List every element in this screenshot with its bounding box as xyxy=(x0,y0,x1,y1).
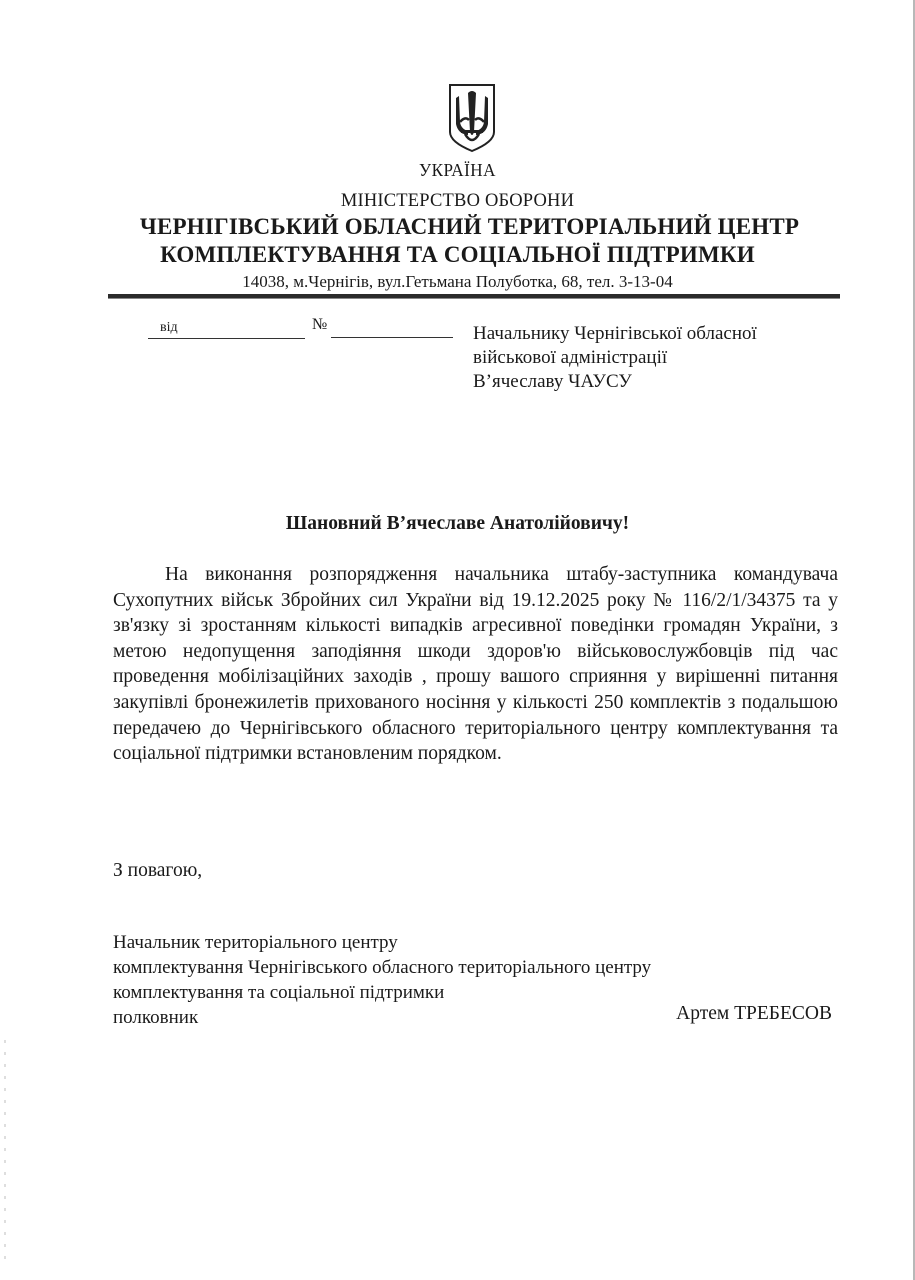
addressee-line: військової адміністрації xyxy=(473,347,668,368)
letterhead-divider xyxy=(108,294,840,299)
trident-coat-of-arms-icon xyxy=(447,82,497,154)
signatory-title-line: Начальник територіального центру xyxy=(113,932,398,953)
reference-date-field xyxy=(148,318,305,339)
organization-name-line2: КОМПЛЕКТУВАННЯ ТА СОЦІАЛЬНОЇ ПІДТРИМКИ xyxy=(160,242,755,267)
scan-artifact xyxy=(4,1040,6,1260)
ministry-heading: МІНІСТЕРСТВО ОБОРОНИ xyxy=(340,191,575,211)
addressee-line: В’ячеславу ЧАУСУ xyxy=(473,371,632,392)
signatory-name: Артем ТРЕБЕСОВ xyxy=(676,1003,832,1024)
organization-name-line1: ЧЕРНІГІВСЬКИЙ ОБЛАСНИЙ ТЕРИТОРІАЛЬНИЙ ЦЕНТР xyxy=(139,214,800,239)
signatory-title-line: комплектування Чернігівського обласного територіального центру xyxy=(113,957,652,978)
reference-number-field xyxy=(331,337,453,338)
addressee-block xyxy=(473,322,757,394)
reference-from-label: від xyxy=(160,320,178,335)
addressee-line: Начальнику Чернігівської обласної xyxy=(473,323,757,344)
closing: З повагою, xyxy=(113,860,203,881)
salutation: Шановний В’ячеславе Анатолійовичу! xyxy=(285,513,630,534)
reference-number-label: № xyxy=(312,316,328,333)
signatory-rank: полковник xyxy=(113,1007,199,1028)
organization-address: 14038, м.Чернігів, вул.Гетьмана Полуботка, 68, тел. 3-13-04 xyxy=(242,272,673,291)
letter-body xyxy=(113,562,838,767)
signatory-title xyxy=(113,930,651,1030)
signatory-title-line: комплектування та соціальної підтримки xyxy=(113,982,445,1003)
country-heading: УКРАЇНА xyxy=(419,160,496,180)
body-paragraph: На виконання розпорядження начальника штабу-заступника командувача Сухопутних військ Збройних сил України від 19.12.2025 року № 116/2/1/34375 та у зв'язку зі зростанням кількості випадків агресивної поведінки громадян України, з метою недопущення заподіяння шкоди здоров'ю військовослужбовців під час проведення мобілізаційних заходів , прошу вашого сприяння у вирішенні питання закупівлі бронежилетів прихованого носіння у кількості 250 комплектів з подальшою передачею до Чернігівського обласного територіального центру комплектування та соціальної підтримки встановленим порядком. xyxy=(113,564,838,765)
